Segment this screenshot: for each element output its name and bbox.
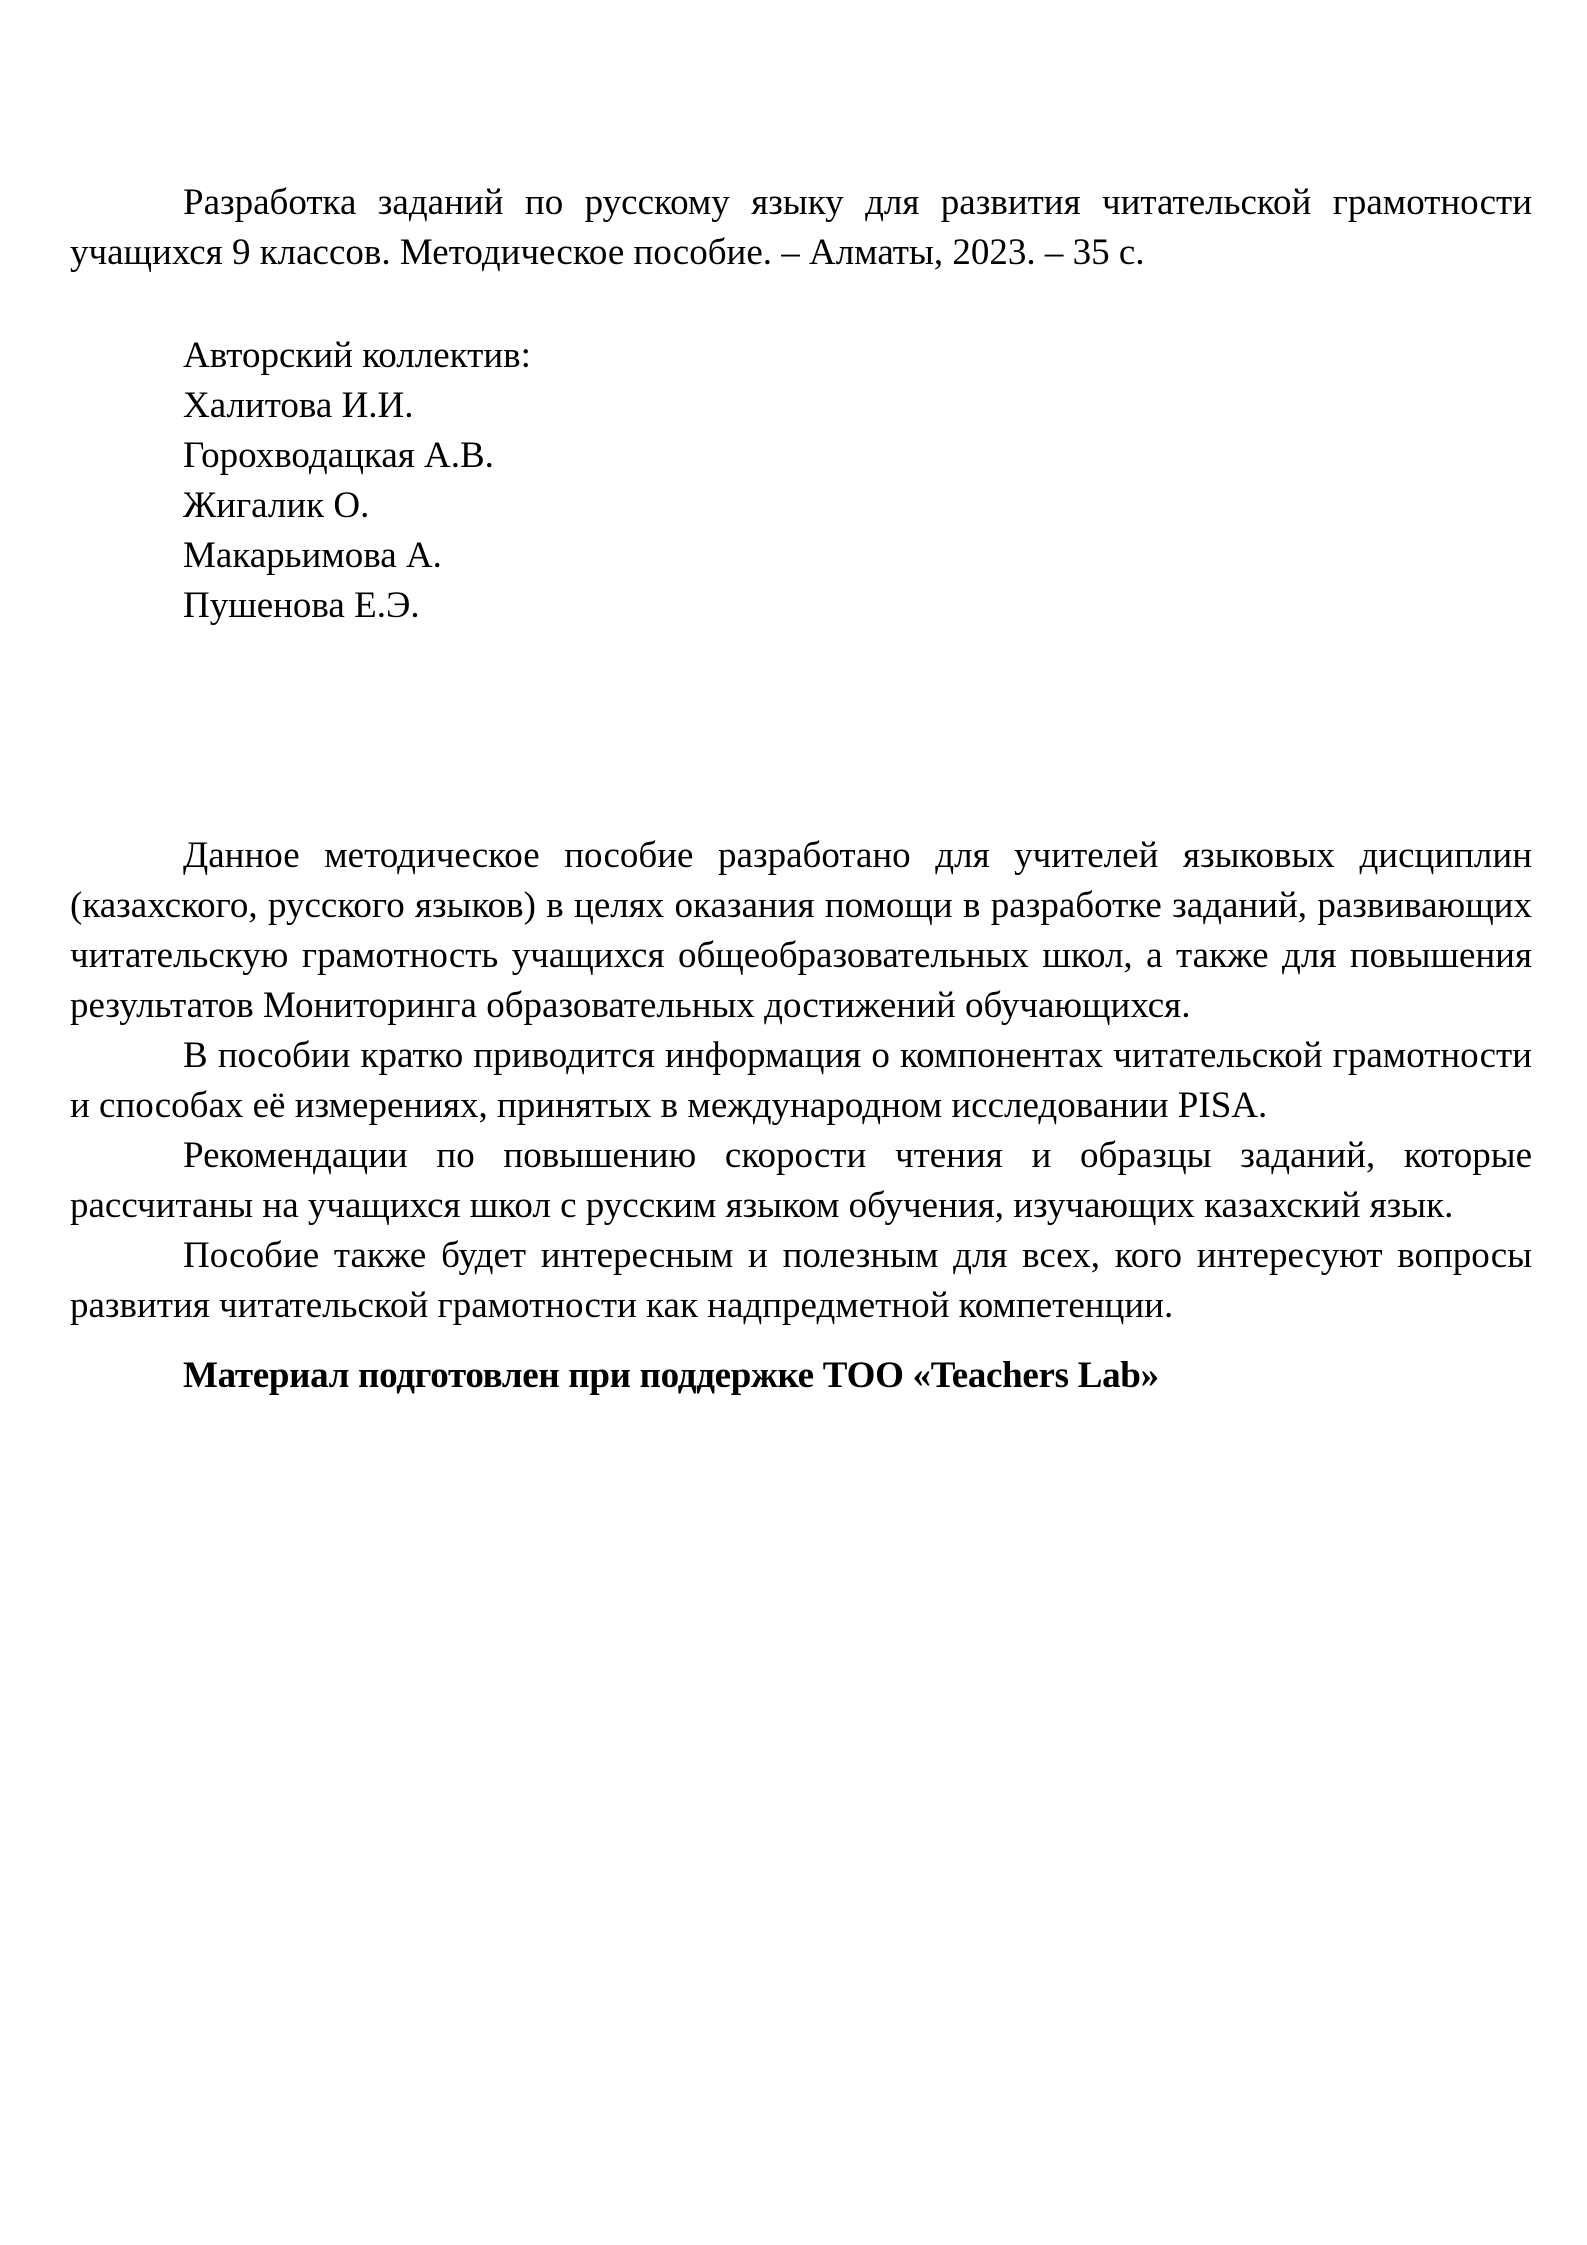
abstract-paragraph: В пособии кратко приводится информация о компонентах читательской грамотности и способах её измерениях, принятых в международном исследовании PISA. <box>70 1035 1532 1126</box>
author-name: Макарьимова А. <box>183 535 442 576</box>
authors-block <box>70 331 1532 631</box>
author-name: Жигалик О. <box>183 485 370 526</box>
support-statement: Материал подготовлен при поддержке ТОО «Teachers Lab» <box>183 1355 1159 1396</box>
author-name: Халитова И.И. <box>183 385 414 426</box>
abstract-block <box>70 831 1532 1331</box>
document-page <box>70 178 1532 1401</box>
abstract-paragraph: Рекомендации по повышению скорости чтения и образцы заданий, которые рассчитаны на учащихся школ с русским языком обучения, изучающих казахский язык. <box>70 1135 1532 1226</box>
citation-text: Разработка заданий по русскому языку для развития читательской грамотности учащихся 9 классов. Методическое пособие. – Алматы, 2023. – 35 с. <box>70 182 1532 273</box>
authors-heading: Авторский коллектив: <box>183 335 531 376</box>
abstract-paragraph: Данное методическое пособие разработано для учителей языковых дисциплин (казахского, русского языков) в целях оказания помощи в разработке заданий, развивающих читательскую грамотность учащихся общеобразовательных школ, а также для повышения результатов Мониторинга образовательных достижений обучающихся. <box>70 835 1532 1026</box>
abstract-paragraph: Пособие также будет интересным и полезным для всех, кого интересуют вопросы развития читательской грамотности как надпредметной компетенции. <box>70 1235 1532 1326</box>
author-name: Пушенова Е.Э. <box>183 585 420 626</box>
author-name: Горохводацкая А.В. <box>183 435 494 476</box>
